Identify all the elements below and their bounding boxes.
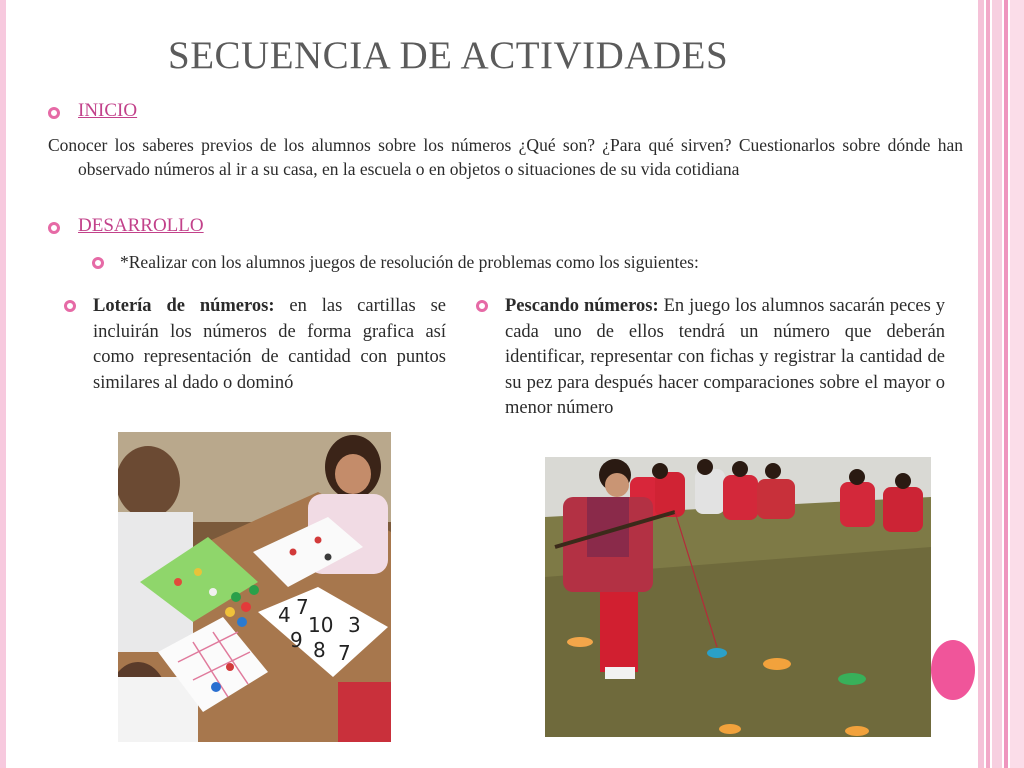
sub-bullet-icon xyxy=(92,257,104,269)
left-edge-decoration xyxy=(0,0,6,768)
bullet-icon xyxy=(48,222,60,234)
activity-title: Pescando números: xyxy=(505,296,659,316)
desarrollo-intro: *Realizar con los alumnos juegos de resolución de problemas como los siguientes: xyxy=(120,252,699,272)
svg-text:7: 7 xyxy=(296,595,309,619)
pink-circle-decoration xyxy=(931,640,975,700)
photo-pescando-illustration xyxy=(545,457,931,737)
svg-text:4: 4 xyxy=(278,603,291,627)
activity-pescando xyxy=(505,294,945,422)
bullet-icon xyxy=(48,107,60,119)
photo-loteria xyxy=(118,432,391,742)
svg-text:8: 8 xyxy=(313,638,326,662)
svg-text:10: 10 xyxy=(308,613,334,637)
inicio-paragraph: Conocer los saberes previos de los alumnos sobre los números ¿Qué son? ¿Para qué sirven? Cuestionarlos sobre dónde han observado números al ir a su casa, en la escuela o en objetos o situaciones de su vida cotidiana xyxy=(48,135,963,179)
desarrollo-link[interactable]: DESARROLLO xyxy=(78,215,204,236)
photo-pescando xyxy=(545,457,931,737)
inicio-link[interactable]: INICIO xyxy=(78,100,138,121)
activity-text: en las cartillas se incluirán los números de forma grafica así como representación de cantidad con puntos similares al dado o dominó xyxy=(93,296,447,393)
activity-title: Lotería de números: xyxy=(93,296,275,316)
activity-loteria xyxy=(93,294,446,396)
slide-title: SECUENCIA DE ACTIVIDADES xyxy=(168,34,729,77)
photo-loteria-illustration xyxy=(118,432,391,742)
bullet-icon xyxy=(64,300,76,312)
svg-text:3: 3 xyxy=(348,613,361,637)
svg-text:7: 7 xyxy=(338,641,351,665)
svg-text:9: 9 xyxy=(290,628,303,652)
right-stripes-decoration xyxy=(978,0,1024,768)
activity-text: En juego los alumnos sacarán peces y cada uno de ellos tendrá un número que deberán identificar, representar con fichas y registrar la cantidad de su pez para después hacer comparaciones sobre el mayor o menor número xyxy=(505,296,945,418)
bullet-icon xyxy=(476,300,488,312)
